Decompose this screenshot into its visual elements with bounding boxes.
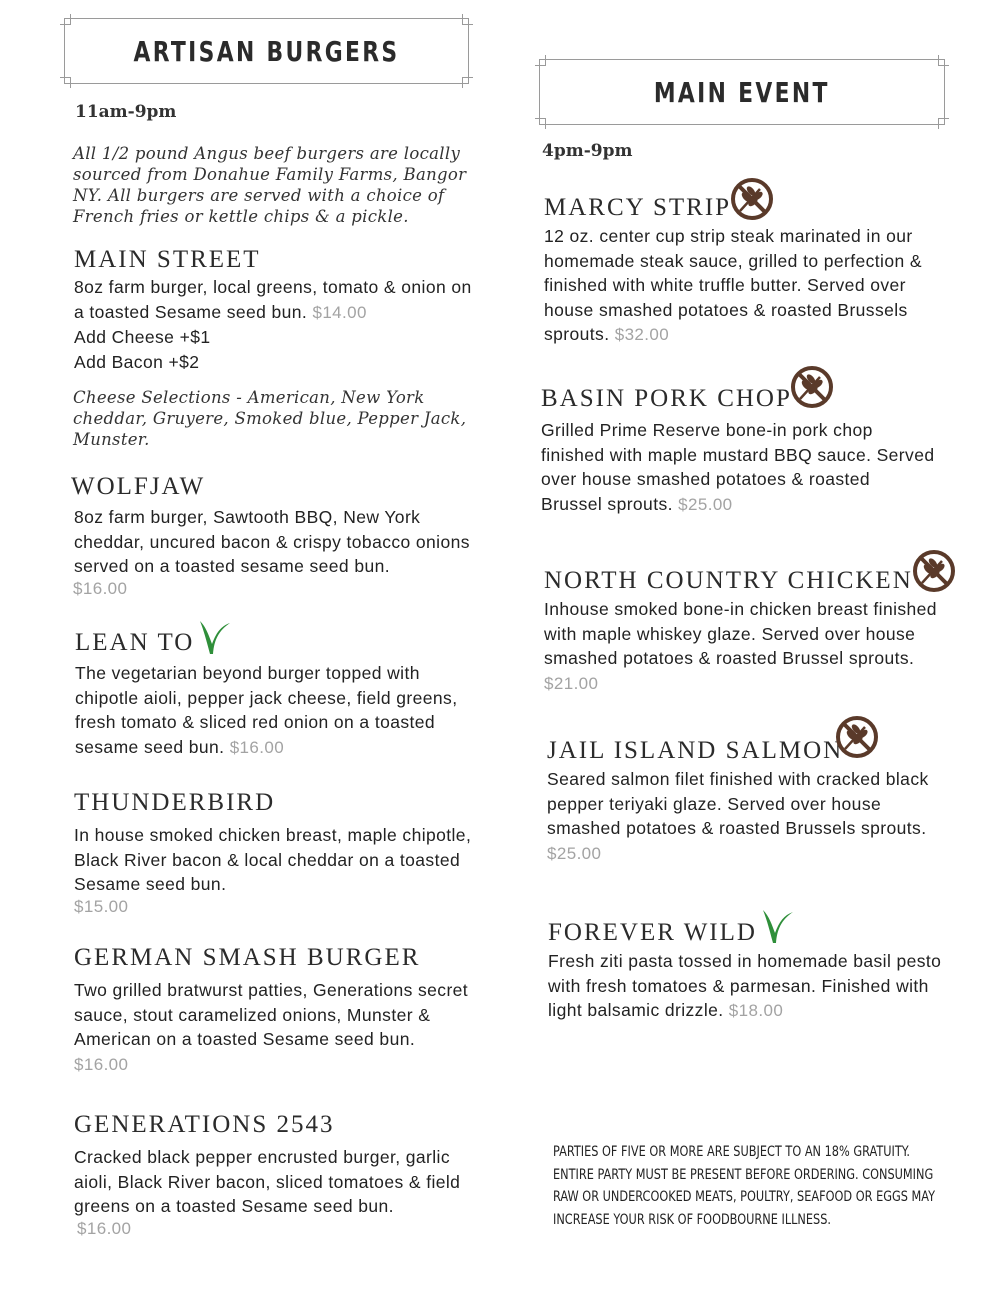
burgers-intro: All 1/2 pound Angus beef burgers are locally sourced from Donahue Family Farms, Bangor NY. All burgers are served with a choice of French fries or kettle chips & a pickle. — [73, 144, 467, 226]
item-price: $16.00 — [74, 1054, 129, 1074]
gluten-free-icon — [789, 364, 835, 410]
item-description: 8oz farm burger, local greens, tomato & onion on a toasted Sesame seed bun. $14.00 — [74, 277, 472, 322]
item-price: $16.00 — [77, 1218, 132, 1238]
gluten-free-icon — [834, 714, 880, 760]
item-name: BASIN PORK CHOP — [541, 385, 792, 412]
item-name: JAIL ISLAND SALMON — [547, 737, 844, 764]
menu-item-generations-2543 — [74, 1111, 484, 1239]
item-description: Fresh ziti pasta tossed in homemade basil pesto with fresh tomatoes & parmesan. Finished with light balsamic drizzle. $18.00 — [548, 951, 942, 1020]
item-name: FOREVER WILD — [548, 919, 757, 946]
item-name: MARCY STRIP — [544, 194, 732, 221]
menu-item-jail-island-salmon — [547, 737, 947, 866]
item-name: GERMAN SMASH BURGER — [74, 944, 421, 971]
item-description: Inhouse smoked bone-in chicken breast finished with maple whiskey glaze. Served over house smashed potatoes & roasted Brussel sprouts. $21.00 — [544, 599, 937, 693]
item-name: LEAN TO — [75, 629, 195, 656]
vegetarian-v-icon — [196, 617, 234, 657]
gluten-free-icon — [911, 548, 957, 594]
item-description: Seared salmon filet finished with cracked black pepper teriyaki glaze. Served over house smashed potatoes & roasted Brussels sprouts. $25.00 — [547, 769, 929, 863]
menu-item-wolfjaw — [71, 473, 481, 599]
section-title: MAIN EVENT — [654, 75, 830, 109]
vegetarian-v-icon — [759, 906, 797, 946]
item-description: Grilled Prime Reserve bone-in pork chop finished with maple mustard BBQ sauce. Served over house smashed potatoes & roasted Brussel sprouts. $25.00 — [541, 420, 935, 514]
item-price: $16.00 — [73, 578, 128, 598]
menu-item-german-smash-burger — [74, 944, 474, 1077]
gratuity-disclaimer: PARTIES OF FIVE OR MORE ARE SUBJECT TO AN 18% GRATUITY. ENTIRE PARTY MUST BE PRESENT BEFORE ORDERING. CONSUMING RAW OR UNDERCOOKED MEATS, POULTRY, SEAFOOD OR EGGS MAY INCREASE YOUR RISK OF FOODBOURNE ILLNESS. — [553, 1144, 936, 1228]
section-title: ARTISAN BURGERS — [133, 34, 400, 68]
item-description: Cracked black pepper encrusted burger, garlic aioli, Black River bacon, sliced tomatoes & field greens on a toasted Sesame seed bun. — [74, 1147, 461, 1216]
item-price: $14.00 — [312, 302, 367, 322]
item-description: 12 oz. center cup strip steak marinated in our homemade steak sauce, grilled to perfection & finished with white truffle butter. Served over house smashed potatoes & roasted Brussels sprouts. $32.00 — [544, 226, 922, 344]
addon-cheese: Add Cheese +$1 — [74, 327, 211, 347]
gluten-free-icon — [729, 176, 775, 222]
item-description: In house smoked chicken breast, maple chipotle, Black River bacon & local cheddar on a toasted Sesame seed bun. — [74, 825, 472, 894]
main-event-hours: 4pm-9pm — [542, 141, 633, 161]
menu-item-north-country-chicken — [544, 567, 944, 696]
item-description: Two grilled bratwurst patties, Generations secret sauce, stout caramelized onions, Munster & American on a toasted Sesame seed bun. $16.00 — [74, 980, 469, 1074]
menu-item-forever-wild — [548, 919, 948, 1024]
main-event-header — [539, 59, 945, 125]
item-price: $25.00 — [547, 843, 602, 863]
artisan-burgers-header — [64, 18, 469, 84]
item-name: WOLFJAW — [71, 473, 206, 500]
item-price: $25.00 — [678, 494, 733, 514]
menu-item-main-street — [74, 246, 484, 374]
item-price: $18.00 — [728, 1001, 784, 1020]
item-price: $16.00 — [229, 737, 285, 757]
item-price: $15.00 — [74, 896, 129, 916]
menu-item-thunderbird — [74, 789, 484, 917]
addon-bacon: Add Bacon +$2 — [74, 351, 200, 372]
item-name: NORTH COUNTRY CHICKEN — [544, 567, 913, 594]
menu-item-basin-pork-chop — [541, 385, 936, 517]
item-description: The vegetarian beyond burger topped with chipotle aioli, pepper jack cheese, field greens, fresh tomato & sliced red onion on a toasted sesame seed bun. $16.00 — [75, 663, 458, 757]
item-price: $21.00 — [544, 673, 599, 693]
item-name: MAIN STREET — [74, 246, 261, 273]
item-name: THUNDERBIRD — [74, 789, 276, 816]
burgers-hours: 11am-9pm — [75, 102, 177, 122]
menu-item-lean-to — [75, 629, 475, 760]
item-name: GENERATIONS 2543 — [74, 1111, 335, 1138]
item-price: $32.00 — [614, 325, 670, 344]
cheese-selections-note: Cheese Selections - American, New York cheddar, Gruyere, Smoked blue, Pepper Jack, Munster. — [73, 388, 467, 449]
item-description: 8oz farm burger, Sawtooth BBQ, New York cheddar, uncured bacon & crispy tobacco onions served on a toasted sesame seed bun. — [74, 507, 470, 576]
